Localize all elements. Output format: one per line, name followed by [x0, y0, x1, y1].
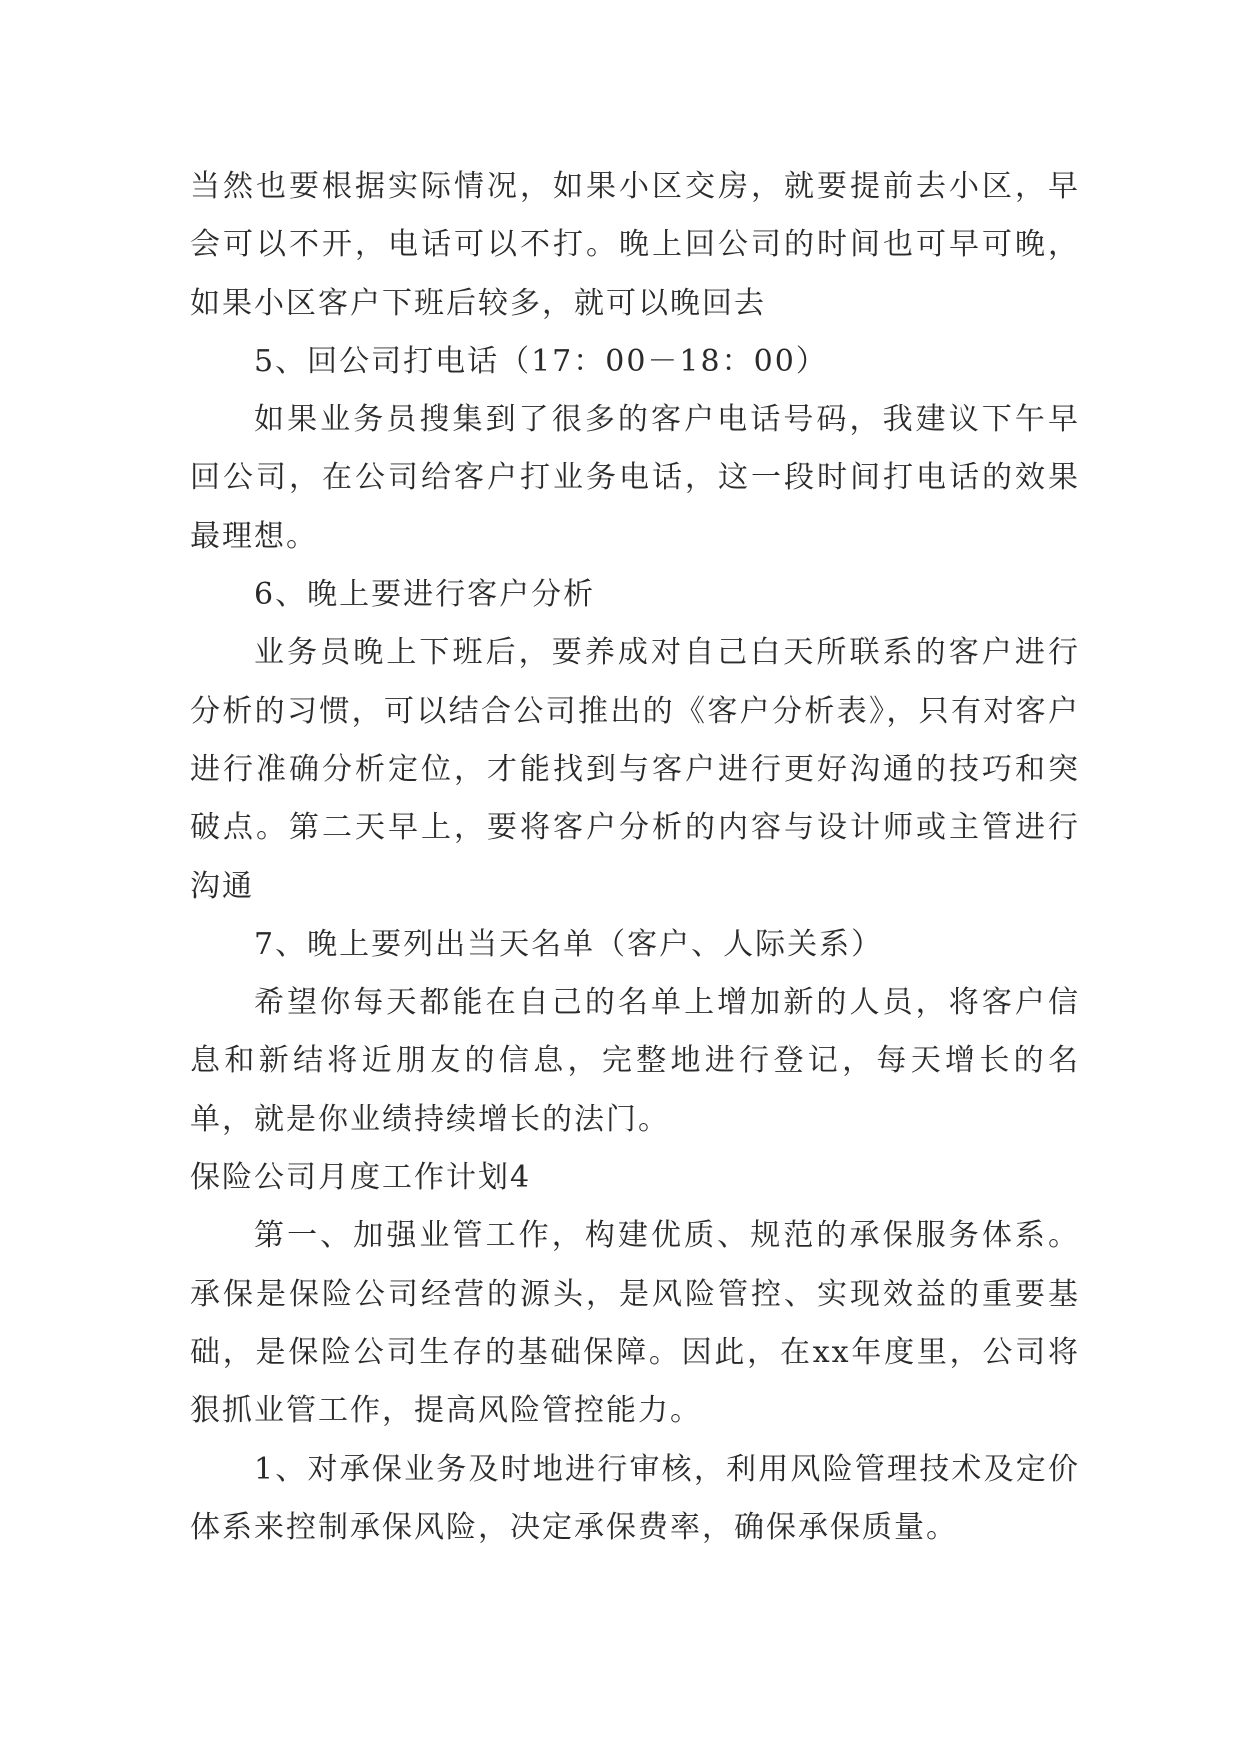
paragraph-4: 希望你每天都能在自己的名单上增加新的人员，将客户信息和新结将近朋友的信息，完整地进行登记，每天增长的名单，就是你业绩持续增长的法门。: [190, 985, 1080, 1137]
paragraph-5: 第一、加强业管工作，构建优质、规范的承保服务体系。承保是保险公司经营的源头，是风险管控、实现效益的重要基础，是保险公司生存的基础保障。因此，在xx年度里，公司将狠抓业管工作，提高风险管控能力。: [190, 1218, 1080, 1429]
list-item-7: 7、晚上要列出当天名单（客户、人际关系）: [254, 926, 884, 962]
paragraph-2: 如果业务员搜集到了很多的客户电话号码，我建议下午早回公司，在公司给客户打业务电话，这一段时间打电话的效果最理想。: [190, 402, 1080, 554]
section-heading: 保险公司月度工作计划4: [190, 1160, 532, 1196]
document-page: [190, 158, 1080, 1557]
paragraph-1: 当然也要根据实际情况，如果小区交房，就要提前去小区，早会可以不开，电话可以不打。晚上回公司的时间也可早可晚，如果小区客户下班后较多，就可以晚回去: [190, 169, 1080, 321]
paragraph-3: 业务员晚上下班后，要养成对自己白天所联系的客户进行分析的习惯，可以结合公司推出的《客户分析表》，只有对客户进行准确分析定位，才能找到与客户进行更好沟通的技巧和突破点。第二天早上，要将客户分析的内容与设计师或主管进行沟通: [190, 635, 1080, 904]
list-item-5: 5、回公司打电话（17：00－18：00）: [254, 343, 828, 379]
paragraph-6: 1、对承保业务及时地进行审核，利用风险管理技术及定价体系来控制承保风险，决定承保费率，确保承保质量。: [190, 1451, 1080, 1545]
list-item-6: 6、晚上要进行客户分析: [254, 577, 596, 613]
